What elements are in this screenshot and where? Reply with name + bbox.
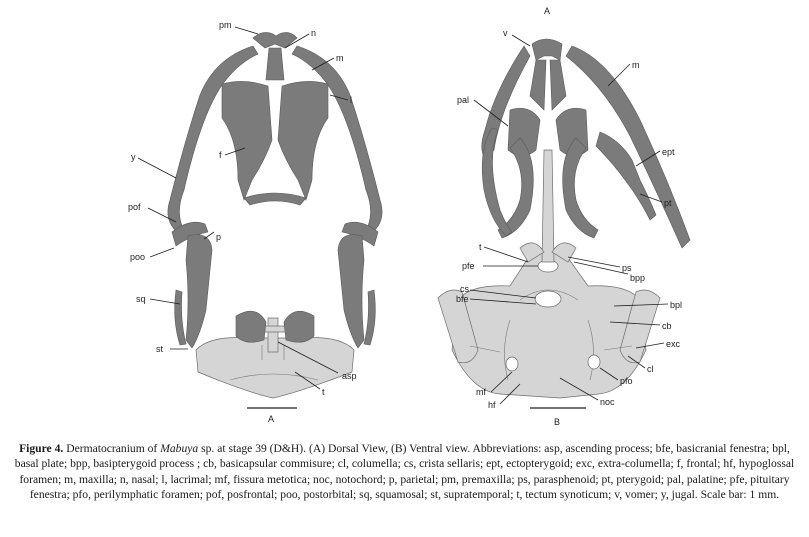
- label-bpl: bpl: [670, 300, 683, 310]
- label-ps: ps: [622, 263, 632, 273]
- label-noc: noc: [600, 397, 615, 407]
- figure-caption: [12, 441, 797, 503]
- panel-b-title-letter: A: [544, 6, 551, 16]
- label-pfo: pfo: [620, 376, 633, 386]
- label-sq: sq: [136, 294, 146, 304]
- label-t-b: t: [479, 242, 482, 252]
- label-exc: exc: [666, 339, 681, 349]
- figure-label: Figure 4.: [19, 442, 64, 455]
- label-l: l: [350, 95, 352, 105]
- label-mf: mf: [476, 387, 486, 397]
- label-pal: pal: [457, 95, 470, 105]
- label-cb: cb: [662, 321, 672, 331]
- label-st: st: [156, 344, 164, 354]
- label-pfe: pfe: [462, 261, 475, 271]
- label-p: p: [216, 232, 222, 242]
- label-cl: cl: [647, 364, 654, 374]
- label-m: m: [336, 53, 344, 63]
- label-y: y: [131, 152, 136, 162]
- caption-text-start: Dermatocranium of: [63, 442, 161, 455]
- panel-a-letter: A: [268, 414, 275, 424]
- label-asp: asp: [342, 371, 357, 381]
- label-f: f: [219, 150, 222, 160]
- label-bpp: bpp: [630, 273, 646, 283]
- caption-genus: Mabuya: [160, 442, 199, 455]
- label-n: n: [311, 28, 317, 38]
- label-ept: ept: [662, 147, 675, 157]
- label-t: t: [322, 387, 325, 397]
- label-pm: pm: [219, 20, 232, 30]
- label-poo: poo: [130, 252, 146, 262]
- caption-text-rest: sp. at stage 39 (D&H). (A) Dorsal View, (B) Ventral view. Abbreviations: asp, ascending process; bfe, basicranial fenestra; bpl, basal plate; bpp, basipterygoid process ; cb, basicapsular commisure; cl, columella; cs, crista sellaris; ept, ectopterygoid; exc, extra-columella; f, frontal; hf, hypoglossal foramen; m, maxilla; n, nasal; l, lacrimal; mf, fissura metotica; noc, notochord; p, parietal; pm, premaxilla; ps, parasphenoid; pt, pterygoid; pal, palatine; pfe, pituitary fenestra; pfo, perilymphatic foramen; pof, posfrontal; poo, postorbital; sq, squamosal; st, supratemporal; t, tectum synoticum; v, vomer; y, jugal. Scale bar: 1 mm.: [14, 442, 795, 502]
- label-bfe: bfe: [456, 294, 469, 304]
- panel-b-letter: B: [554, 417, 561, 427]
- label-m-b: m: [632, 60, 640, 70]
- label-pt: pt: [664, 198, 672, 208]
- label-cs: cs: [460, 284, 469, 294]
- panel-b-ventral-skull: [438, 39, 690, 408]
- panel-a-dorsal-skull: [168, 32, 382, 408]
- label-v: v: [503, 28, 508, 38]
- label-hf: hf: [488, 400, 496, 410]
- label-pof: pof: [128, 202, 141, 212]
